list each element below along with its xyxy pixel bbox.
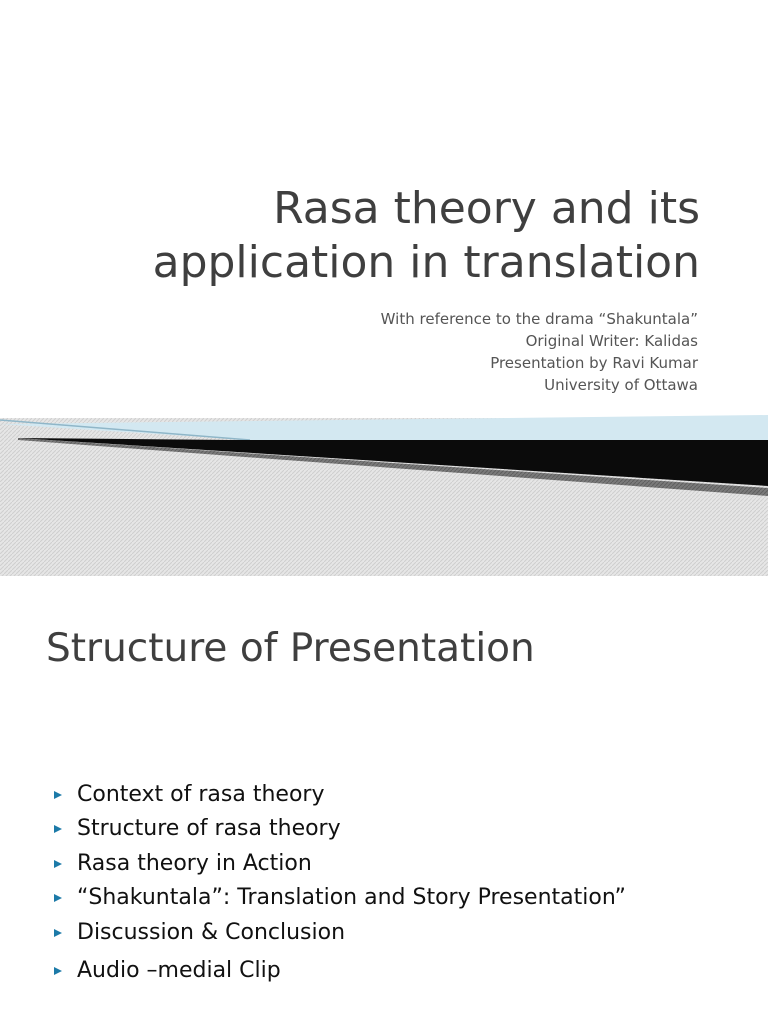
bullet-text: Rasa theory in Action — [77, 851, 312, 876]
subtitle-university: University of Ottawa — [544, 376, 698, 394]
bullet-triangle-icon — [54, 860, 62, 868]
list-item — [52, 780, 626, 810]
bullet-triangle-icon — [54, 929, 62, 937]
bullet-triangle-icon — [54, 967, 62, 975]
title-line-1: Rasa theory and its — [273, 183, 700, 234]
bullet-text: “Shakuntala”: Translation and Story Presentation” — [77, 885, 626, 910]
list-item — [52, 918, 626, 948]
list-item — [52, 956, 626, 986]
list-item — [52, 883, 626, 913]
bullet-triangle-icon — [54, 825, 62, 833]
subtitle-reference: With reference to the drama “Shakuntala” — [380, 310, 698, 328]
bullet-text: Audio –medial Clip — [77, 958, 281, 983]
slide-heading: Structure of Presentation — [46, 626, 535, 671]
bullet-text: Discussion & Conclusion — [77, 920, 346, 945]
title-line-2: application in translation — [152, 237, 700, 288]
slide-title — [20, 182, 700, 290]
subtitle-presenter: Presentation by Ravi Kumar — [490, 354, 698, 372]
list-item — [52, 849, 626, 879]
bullet-triangle-icon — [54, 894, 62, 902]
bullet-list — [52, 780, 626, 983]
slide-subtitle — [178, 308, 698, 396]
bullet-text: Structure of rasa theory — [77, 816, 341, 841]
list-item — [52, 814, 626, 844]
subtitle-writer: Original Writer: Kalidas — [525, 332, 698, 350]
bullet-text: Context of rasa theory — [77, 782, 325, 807]
bullet-triangle-icon — [54, 791, 62, 799]
decorative-band — [0, 410, 768, 576]
structure-slide — [0, 576, 768, 1024]
